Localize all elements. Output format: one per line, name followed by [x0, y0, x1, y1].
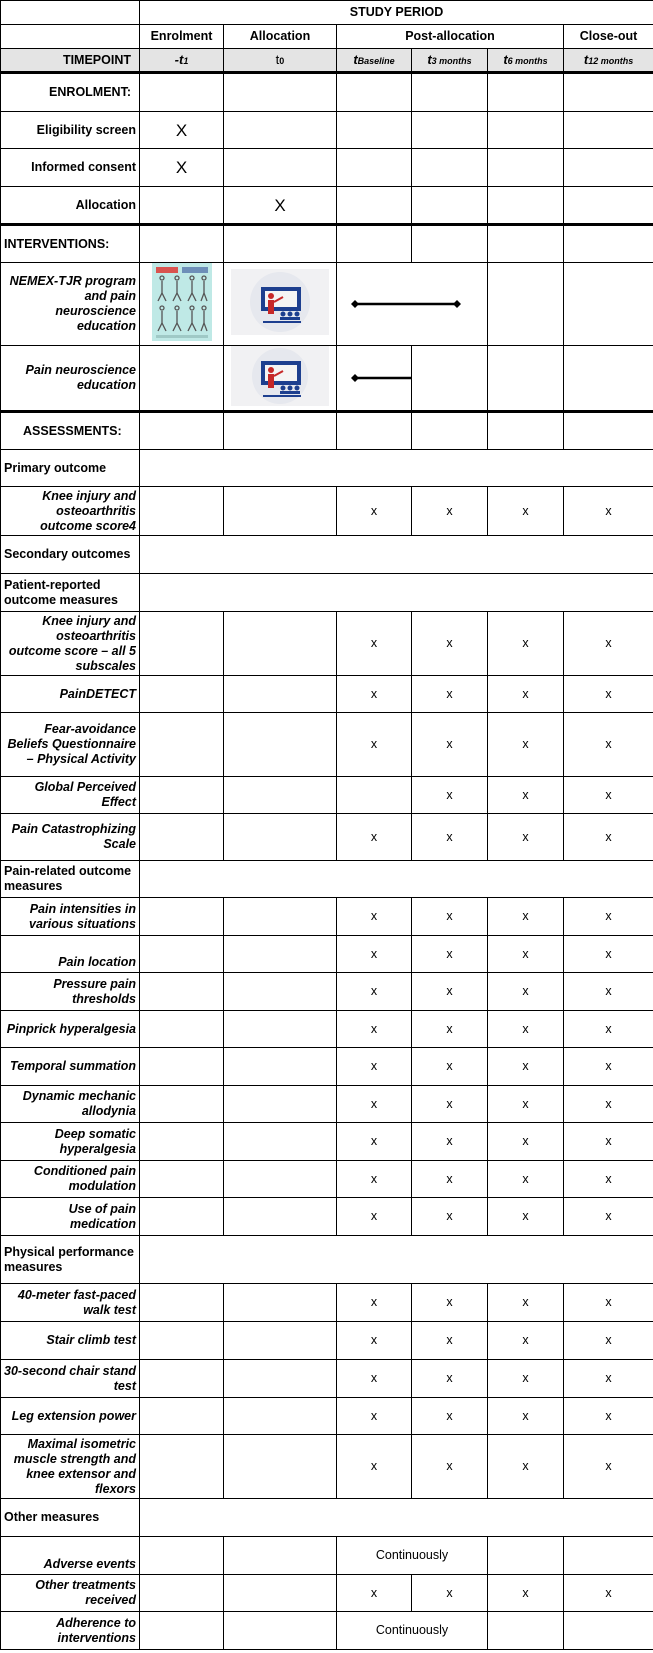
schedule-mark: x [337, 1123, 412, 1161]
schedule-mark: x [564, 1575, 653, 1612]
schedule-mark: x [412, 898, 488, 936]
schedule-mark: x [488, 814, 564, 861]
row-label: Pinprick hyperalgesia [1, 1011, 140, 1048]
timepoint-cell: t0 [224, 49, 337, 73]
schedule-mark: x [564, 1161, 653, 1198]
row-label: Use of pain medication [1, 1198, 140, 1236]
schedule-mark: x [564, 1123, 653, 1161]
schedule-mark: x [412, 814, 488, 861]
schedule-mark: x [564, 1322, 653, 1360]
teacher-presentation-icon [231, 269, 329, 335]
enrolment-heading: ENROLMENT: [1, 73, 140, 112]
timepoint-cell: tBaseline [337, 49, 412, 73]
row-label: Adherence to interventions [1, 1612, 140, 1650]
row-label: 30-second chair stand test [1, 1360, 140, 1398]
schedule-mark: x [412, 612, 488, 676]
schedule-mark: x [337, 713, 412, 777]
schedule-mark: x [337, 676, 412, 713]
row-label: Pressure pain thresholds [1, 973, 140, 1011]
schedule-mark: x [488, 936, 564, 973]
row-label: Maximal isometric muscle strength and knee extensor and flexors [1, 1435, 140, 1499]
schedule-mark: x [337, 612, 412, 676]
schedule-mark: x [488, 1086, 564, 1123]
row-label: Temporal summation [1, 1048, 140, 1086]
duration-bar-icon [337, 294, 488, 314]
row-label: Conditioned pain modulation [1, 1161, 140, 1198]
schedule-mark: X [140, 112, 224, 149]
study-period-heading: STUDY PERIOD [140, 1, 653, 25]
schedule-mark: x [337, 1086, 412, 1123]
schedule-mark: x [564, 1048, 653, 1086]
row-label: Pain location [1, 936, 140, 973]
schedule-mark: x [337, 1161, 412, 1198]
schedule-mark: x [564, 1284, 653, 1322]
row-label: Adverse events [1, 1537, 140, 1575]
schedule-mark: x [488, 898, 564, 936]
intervention-duration-bar [337, 263, 488, 346]
schedule-mark: x [488, 1048, 564, 1086]
schedule-mark: x [412, 676, 488, 713]
row-label: PainDETECT [1, 676, 140, 713]
row-label: Global Perceived Effect [1, 777, 140, 814]
schedule-mark: x [337, 1398, 412, 1435]
timepoint-cell: t12 months [564, 49, 653, 73]
education-image [224, 346, 337, 412]
row-label: Informed consent [1, 149, 140, 187]
exercise-chart-image [140, 263, 224, 346]
row-label: Deep somatic hyperalgesia [1, 1123, 140, 1161]
schedule-mark: x [488, 1435, 564, 1499]
schedule-mark: x [564, 487, 653, 536]
schedule-mark: x [564, 936, 653, 973]
schedule-mark: x [337, 814, 412, 861]
schedule-mark: x [412, 936, 488, 973]
row-label: Knee injury and osteoarthritis outcome score – all 5 subscales [1, 612, 140, 676]
schedule-mark: x [564, 898, 653, 936]
schedule-mark: x [488, 1123, 564, 1161]
category-heading: Other measures [1, 1499, 140, 1537]
schedule-mark: x [488, 487, 564, 536]
row-label: Leg extension power [1, 1398, 140, 1435]
timepoint-cell: t6 months [488, 49, 564, 73]
teacher-presentation-icon [231, 346, 329, 406]
schedule-mark: x [564, 777, 653, 814]
schedule-mark: x [488, 973, 564, 1011]
row-label: Allocation [1, 187, 140, 225]
schedule-mark: x [488, 1161, 564, 1198]
schedule-mark: x [412, 1360, 488, 1398]
schedule-mark: X [140, 149, 224, 187]
schedule-mark: x [412, 1086, 488, 1123]
schedule-mark: x [412, 1198, 488, 1236]
schedule-mark: x [412, 1284, 488, 1322]
schedule-mark: x [412, 973, 488, 1011]
schedule-mark: x [564, 676, 653, 713]
schedule-mark: x [412, 1398, 488, 1435]
schedule-mark: x [337, 1198, 412, 1236]
schedule-mark: x [564, 612, 653, 676]
schedule-mark: x [412, 1322, 488, 1360]
schedule-mark: x [488, 612, 564, 676]
row-label: Dynamic mechanic allodynia [1, 1086, 140, 1123]
schedule-mark: x [488, 713, 564, 777]
column-close-out: Close-out [564, 25, 653, 49]
schedule-mark: x [488, 1198, 564, 1236]
exercise-illustration-icon [152, 263, 212, 341]
schedule-mark: x [337, 1284, 412, 1322]
schedule-mark: x [564, 1011, 653, 1048]
schedule-mark: x [564, 973, 653, 1011]
continuously-text: Continuously [337, 1537, 488, 1575]
schedule-mark: x [337, 1011, 412, 1048]
row-label: 40-meter fast-paced walk test [1, 1284, 140, 1322]
schedule-mark: x [564, 814, 653, 861]
schedule-mark: x [564, 1086, 653, 1123]
schedule-mark: x [488, 1322, 564, 1360]
schedule-mark: x [488, 1398, 564, 1435]
schedule-mark: x [412, 1161, 488, 1198]
schedule-mark: x [488, 1575, 564, 1612]
schedule-mark: x [564, 1435, 653, 1499]
category-heading: Pain-related outcome measures [1, 861, 140, 898]
schedule-mark: x [337, 936, 412, 973]
schedule-mark: x [412, 1123, 488, 1161]
column-allocation: Allocation [224, 25, 337, 49]
row-label: Pain neuroscience education [1, 346, 140, 412]
schedule-mark: x [337, 1322, 412, 1360]
schedule-mark: x [337, 973, 412, 1011]
assessments-heading: ASSESSMENTS: [1, 412, 140, 450]
schedule-mark: x [412, 487, 488, 536]
row-label: NEMEX-TJR program and pain neuroscience education [1, 263, 140, 346]
schedule-mark: x [337, 1048, 412, 1086]
schedule-mark: x [412, 1435, 488, 1499]
intervention-duration-bar [337, 346, 412, 412]
schedule-mark: x [488, 777, 564, 814]
education-image [224, 263, 337, 346]
row-label: Eligibility screen [1, 112, 140, 149]
schedule-mark: x [564, 1198, 653, 1236]
schedule-mark: x [337, 898, 412, 936]
corner-cell [1, 1, 140, 25]
schedule-mark: x [412, 1575, 488, 1612]
row-label: Pain intensities in various situations [1, 898, 140, 936]
schedule-mark: x [337, 1575, 412, 1612]
category-heading: Patient-reported outcome measures [1, 574, 140, 612]
schedule-mark: x [337, 487, 412, 536]
schedule-mark: x [412, 777, 488, 814]
row-label: Other treatments received [1, 1575, 140, 1612]
schedule-mark: X [224, 187, 337, 225]
schedule-mark: x [564, 1398, 653, 1435]
corner-cell [1, 25, 140, 49]
schedule-mark: x [488, 1011, 564, 1048]
interventions-heading: INTERVENTIONS: [1, 225, 140, 263]
schedule-mark: x [564, 713, 653, 777]
category-heading: Physical performance measures [1, 1236, 140, 1284]
duration-bar-icon [337, 368, 412, 388]
category-heading: Secondary outcomes [1, 536, 140, 574]
column-enrolment: Enrolment [140, 25, 224, 49]
schedule-mark: x [412, 1011, 488, 1048]
timepoint-label: TIMEPOINT [1, 49, 140, 73]
timepoint-cell: t3 months [412, 49, 488, 73]
timepoint-cell: -t1 [140, 49, 224, 73]
schedule-mark: x [488, 1284, 564, 1322]
schedule-mark: x [337, 1435, 412, 1499]
row-label: Pain Catastrophizing Scale [1, 814, 140, 861]
continuously-text: Continuously [337, 1612, 488, 1650]
category-heading: Primary outcome [1, 450, 140, 487]
schedule-mark: x [337, 1360, 412, 1398]
row-label: Fear-avoidance Beliefs Questionnaire – Physical Activity [1, 713, 140, 777]
schedule-mark: x [564, 1360, 653, 1398]
row-label: Knee injury and osteoarthritis outcome score4 [1, 487, 140, 536]
schedule-mark: x [488, 1360, 564, 1398]
row-label: Stair climb test [1, 1322, 140, 1360]
schedule-mark: x [488, 676, 564, 713]
schedule-mark: x [412, 1048, 488, 1086]
schedule-mark: x [412, 713, 488, 777]
column-post-allocation: Post-allocation [337, 25, 564, 49]
